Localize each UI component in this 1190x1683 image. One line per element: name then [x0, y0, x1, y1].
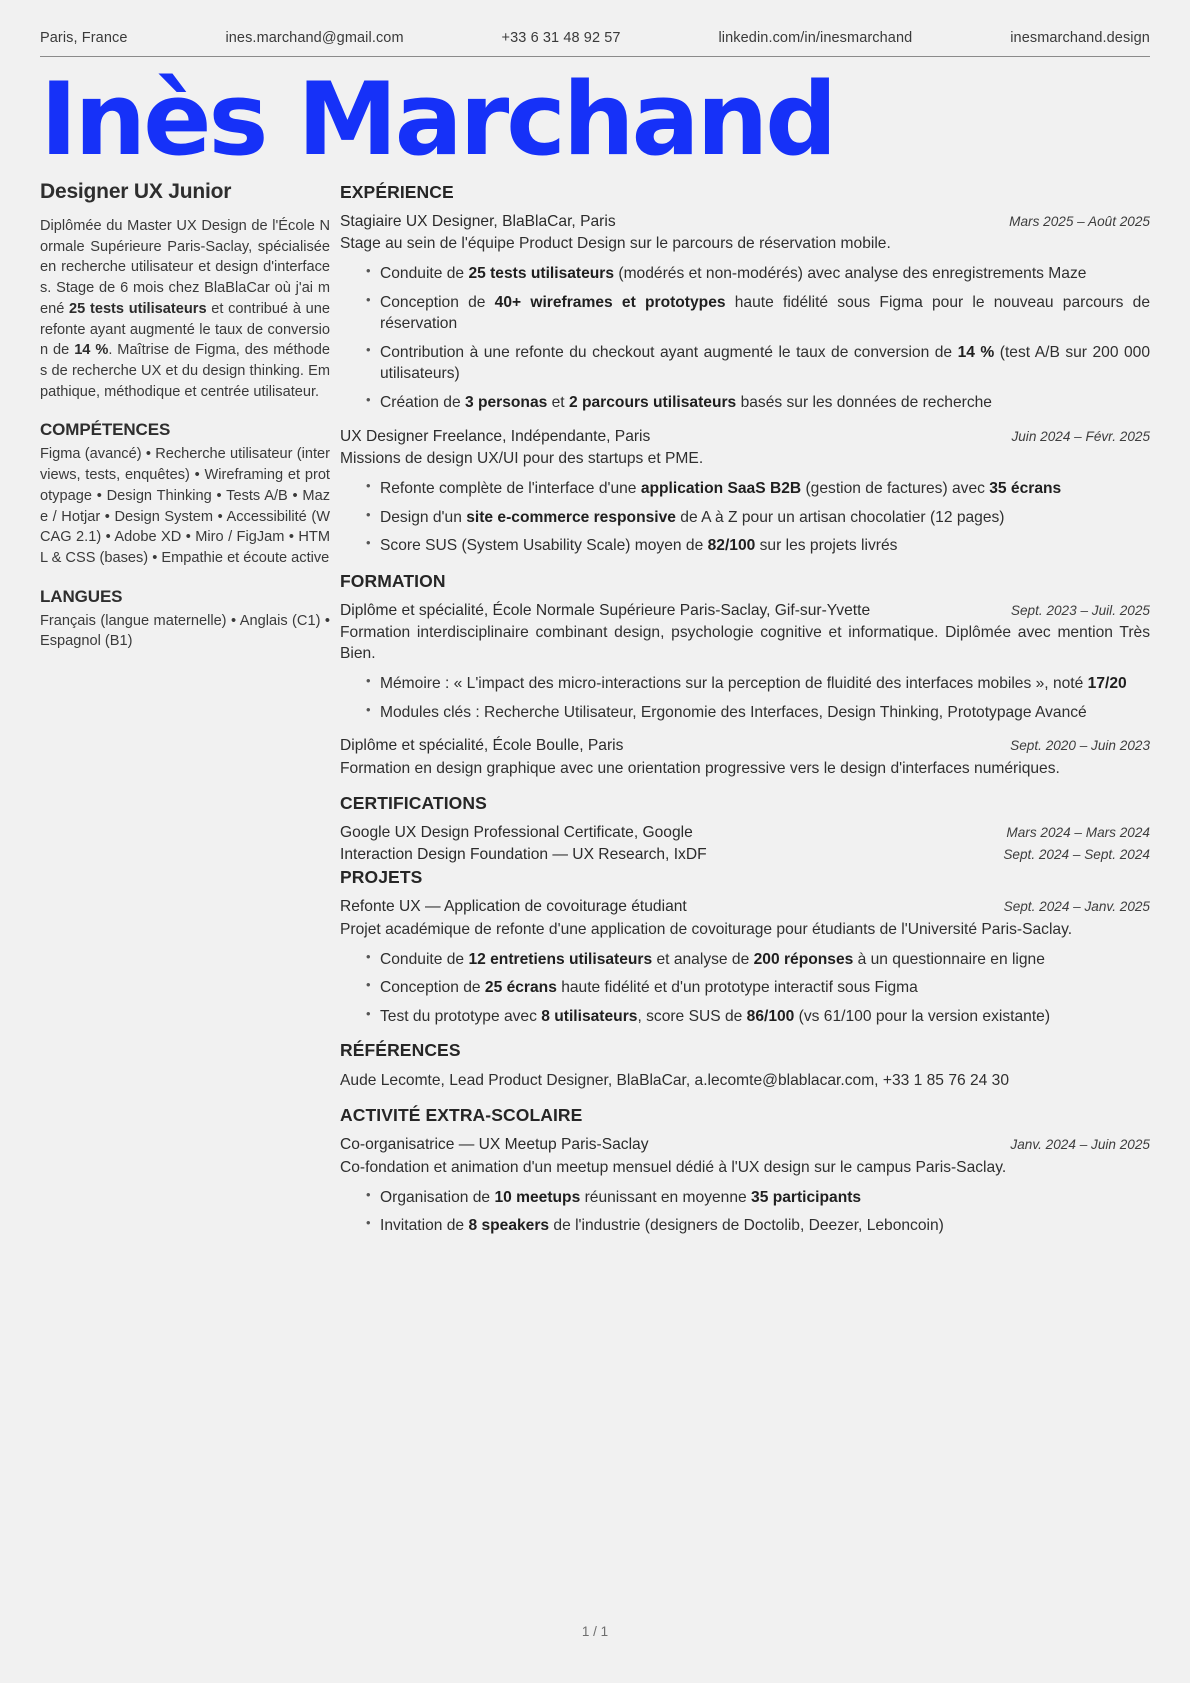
contact-email[interactable]: ines.marchand@gmail.com: [225, 30, 404, 46]
bullet-text: Contribution à une refonte du checkout ayant augmenté le taux de conversion de: [380, 343, 958, 361]
bullet-text-3: à un questionnaire en ligne: [853, 950, 1045, 968]
summary-highlight-2: 14 %: [74, 342, 109, 359]
list-item: [366, 478, 1150, 500]
entry-header: [340, 897, 1150, 917]
list-item: [366, 673, 1150, 695]
bullet-text-2: haute fidélité sous Figma pour le nouveau parcours de réservation: [380, 293, 1151, 333]
certification-entry: [340, 823, 1150, 843]
entry-title: Diplôme et spécialité, École Boulle, Paris: [340, 737, 624, 755]
bullet-highlight: 8 speakers: [468, 1217, 550, 1235]
bullet-text: Conduite de: [380, 265, 469, 283]
bullet-text: Conduite de: [380, 950, 469, 968]
entry-header: [340, 736, 1150, 756]
list-item: [366, 1006, 1150, 1028]
body-columns: [0, 168, 1190, 1250]
bullet-text-2: haute fidélité et d'un prototype interactif sous Figma: [556, 979, 918, 997]
entry-title: UX Designer Freelance, Indépendante, Paris: [340, 427, 651, 445]
experience-entry: [340, 212, 1150, 414]
header-divider: [40, 56, 1150, 57]
entry-description: Co-fondation et animation d'un meetup mensuel dédié à l'UX design sur le campus Paris-Saclay.: [340, 1158, 1007, 1176]
entry-bullets: [340, 949, 1150, 1028]
bullet-highlight-2: 200 réponses: [753, 950, 854, 968]
formation-entry: [340, 601, 1150, 724]
entry-title: Interaction Design Foundation — UX Research, IxDF: [340, 845, 707, 863]
entry-title: Stagiaire UX Designer, BlaBlaCar, Paris: [340, 212, 616, 230]
list-item: [366, 392, 1150, 414]
entry-title: Co-organisatrice — UX Meetup Paris-Saclay: [340, 1136, 649, 1154]
job-title: Designer UX Junior: [40, 179, 232, 203]
entry-date: Juin 2024 – Févr. 2025: [1011, 428, 1150, 444]
summary-part-2: et contribué à une refonte ayant augmenté le taux de conversion de: [40, 300, 330, 359]
summary-part-3: . Maîtrise de Figma, des méthodes de recherche UX et du design thinking. Empathique, méthodique et centrée utilisateur.: [40, 342, 330, 400]
entry-header: [340, 1135, 1150, 1155]
entry-bullets: [340, 1187, 1150, 1237]
entry-header: [340, 845, 1150, 865]
bullet-text: Design d'un: [380, 508, 467, 526]
section-heading-experience: EXPÉRIENCE: [340, 181, 454, 202]
contact-website[interactable]: inesmarchand.design: [1010, 30, 1150, 46]
experience-entry: [340, 427, 1150, 557]
certification-entry: [340, 845, 1150, 865]
bullet-text-3: (vs 61/100 pour la version existante): [794, 1007, 1051, 1025]
entry-date: Sept. 2024 – Janv. 2025: [1003, 899, 1150, 915]
summary-part-1: Diplômée du Master UX Design de l'École Normale Supérieure Paris-Saclay, spécialisée en recherche utilisateur et design d'interfaces. Stage de 6 mois chez BlaBlaCar où j'ai mené: [40, 217, 330, 317]
bullet-text-2: et analyse de: [652, 950, 754, 968]
section-heading-projets: PROJETS: [340, 867, 423, 888]
list-item: [366, 292, 1150, 335]
formation-entry: [340, 736, 1150, 778]
bullet-text-2: et: [547, 394, 569, 411]
bullet-highlight: 40+ wireframes et prototypes: [494, 293, 726, 311]
bullet-text: Test du prototype avec: [380, 1007, 542, 1025]
bullet-highlight: 82/100: [707, 537, 756, 555]
bullet-highlight-2: 35 participants: [751, 1188, 862, 1206]
bullet-highlight-2: 86/100: [746, 1007, 795, 1025]
contact-phone[interactable]: +33 6 31 48 92 57: [501, 30, 621, 46]
bullet-text-2: de A à Z pour un artisan chocolatier (12 pages): [675, 508, 1005, 526]
contact-bar: [0, 0, 1190, 46]
page-number: 1 / 1: [581, 1624, 609, 1639]
entry-title: Refonte UX — Application de covoiturage étudiant: [340, 898, 687, 916]
bullet-text-2: de l'industrie (designers de Doctolib, Deezer, Leboncoin): [549, 1217, 944, 1235]
bullet-highlight: 10 meetups: [494, 1188, 581, 1206]
bullet-highlight: 17/20: [1087, 675, 1127, 693]
references-text: Aude Lecomte, Lead Product Designer, BlaBlaCar, a.lecomte@blablacar.com, +33 1 85 76 24 30: [340, 1072, 1010, 1090]
bullet-highlight: 25 écrans: [484, 979, 557, 997]
competences-heading: COMPÉTENCES: [40, 420, 171, 440]
bullet-highlight: application SaaS B2B: [640, 479, 802, 497]
entry-date: Sept. 2020 – Juin 2023: [1010, 738, 1150, 754]
entry-description: Formation en design graphique avec une orientation progressive vers le design d'interfaces numériques.: [340, 759, 1060, 777]
list-item: [366, 342, 1150, 385]
bullet-text: Invitation de: [380, 1217, 469, 1235]
entry-date: Sept. 2023 – Juil. 2025: [1010, 602, 1150, 618]
extra-entry: [340, 1135, 1150, 1237]
list-item: [366, 1215, 1150, 1237]
bullet-text-2: réunissant en moyenne: [580, 1188, 752, 1206]
bullet-text: Mémoire : « L'impact des micro-interactions sur la perception de fluidité des interfaces mobiles », noté: [380, 675, 1088, 693]
entry-bullets: [340, 478, 1150, 557]
bullet-highlight: site e-commerce responsive: [466, 508, 676, 526]
bullet-text-2: sur les projets livrés: [755, 537, 898, 555]
list-item: [366, 507, 1150, 529]
contact-location: Paris, France: [40, 30, 128, 46]
bullet-highlight: 14 %: [957, 343, 995, 361]
bullet-text: Score SUS (System Usability Scale) moyen de: [380, 537, 708, 555]
entry-date: Mars 2025 – Août 2025: [1009, 213, 1150, 229]
entry-description: Missions de design UX/UI pour des startups et PME.: [340, 449, 704, 467]
contact-linkedin[interactable]: linkedin.com/in/inesmarchand: [718, 30, 913, 46]
entry-header: [340, 427, 1150, 447]
list-item: [366, 1187, 1150, 1209]
bullet-text-3: basés sur les données de recherche: [736, 394, 992, 411]
entry-title: Diplôme et spécialité, École Normale Supérieure Paris-Saclay, Gif-sur-Yvette: [340, 601, 871, 619]
bullet-text-2: (gestion de factures) avec: [801, 479, 990, 497]
bullet-text: Modules clés : Recherche Utilisateur, Ergonomie des Interfaces, Design Thinking, Prototypage Avancé: [380, 703, 1087, 721]
section-heading-certifications: CERTIFICATIONS: [340, 792, 487, 813]
competences-list: Figma (avancé) • Recherche utilisateur (interviews, tests, enquêtes) • Wireframing et prototypage • Design Thinking • Tests A/B • Maze / Hotjar • Design System • Accessibilité (WCAG 2.1) • Adobe XD • Miro / FigJam • HTML & CSS (bases) • Empathie et écoute active: [40, 446, 330, 567]
entry-header: [340, 601, 1150, 621]
entry-description: Stage au sein de l'équipe Product Design sur le parcours de réservation mobile.: [340, 235, 891, 253]
entry-bullets: [340, 263, 1150, 413]
bullet-highlight-2: 2 parcours utilisateurs: [568, 394, 737, 411]
entry-date: Mars 2024 – Mars 2024: [1006, 824, 1150, 840]
list-item: [366, 535, 1150, 557]
section-heading-references: RÉFÉRENCES: [340, 1040, 461, 1061]
section-heading-formation: FORMATION: [340, 570, 446, 591]
bullet-text: Organisation de: [380, 1188, 495, 1206]
bullet-text: Conception de: [380, 293, 495, 311]
section-heading-extra: ACTIVITÉ EXTRA-SCOLAIRE: [340, 1105, 583, 1126]
bullet-text: Refonte complète de l'interface d'une: [380, 479, 641, 497]
bullet-highlight: 12 entretiens utilisateurs: [468, 950, 653, 968]
list-item: [366, 977, 1150, 999]
main-content: [340, 180, 1150, 1250]
list-item: [366, 702, 1150, 724]
profile-summary: [40, 216, 330, 402]
bullet-text-2: (test A/B sur 200 000 utilisateurs): [380, 343, 1150, 383]
bullet-highlight: 3 personas: [464, 394, 548, 411]
bullet-text: Conception de: [380, 979, 485, 997]
list-item: [366, 949, 1150, 971]
bullet-text-2: , score SUS de: [637, 1007, 747, 1025]
entry-bullets: [340, 673, 1150, 723]
langues-list: Français (langue maternelle) • Anglais (C1) • Espagnol (B1): [40, 612, 330, 650]
entry-description: Formation interdisciplinaire combinant design, psychologie cognitive et informatique. Diplômée avec mention Très Bien.: [340, 623, 1150, 662]
bullet-text-2: (modérés et non-modérés) avec analyse des enregistrements Maze: [614, 265, 1087, 283]
bullet-highlight-2: 35 écrans: [989, 479, 1062, 497]
sidebar: [40, 180, 340, 652]
entry-title: Google UX Design Professional Certificate, Google: [340, 823, 693, 841]
bullet-highlight: 25 tests utilisateurs: [468, 265, 615, 283]
candidate-name: Inès Marchand: [40, 60, 835, 178]
entry-header: [340, 212, 1150, 232]
bullet-highlight: 8 utilisateurs: [541, 1007, 638, 1025]
entry-date: Sept. 2024 – Sept. 2024: [1003, 846, 1150, 862]
langues-heading: LANGUES: [40, 586, 123, 606]
entry-date: Janv. 2024 – Juin 2025: [1010, 1137, 1150, 1153]
entry-header: [340, 823, 1150, 843]
entry-description: Projet académique de refonte d'une application de covoiturage pour étudiants de l'Université Paris-Saclay.: [340, 920, 1073, 938]
list-item: [366, 263, 1150, 285]
project-entry: [340, 897, 1150, 1027]
bullet-text: Création de: [380, 394, 465, 411]
summary-highlight-1: 25 tests utilisateurs: [69, 300, 207, 317]
